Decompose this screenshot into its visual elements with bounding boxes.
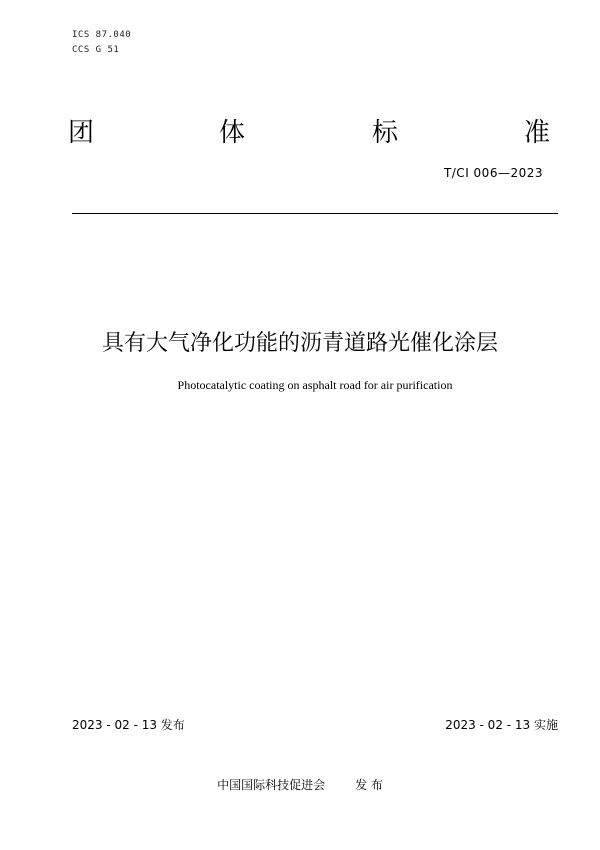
standard-type-char-3: 标 [372,118,399,148]
standard-type-char-1: 团 [68,118,95,148]
publisher-line [0,776,600,793]
publisher-name: 中国国际科技促进会 [217,778,326,792]
ics-code: ICS 87.040 [72,30,132,40]
standard-number: T/CI 006—2023 [443,166,543,180]
title-chinese: 具有大气净化功能的沥青道路光催化涂层 [101,331,498,356]
implementation-date: 2023 - 02 - 13 实施 [445,718,558,732]
title-english: Photocatalytic coating on asphalt road for air purification [177,378,453,392]
standard-type-char-4: 准 [524,118,551,148]
header-divider [72,213,558,214]
ccs-code: CCS G 51 [72,45,120,55]
standard-type-char-2: 体 [219,118,246,148]
issue-date: 2023 - 02 - 13 发布 [72,718,185,732]
publish-action: 发 布 [355,778,383,792]
